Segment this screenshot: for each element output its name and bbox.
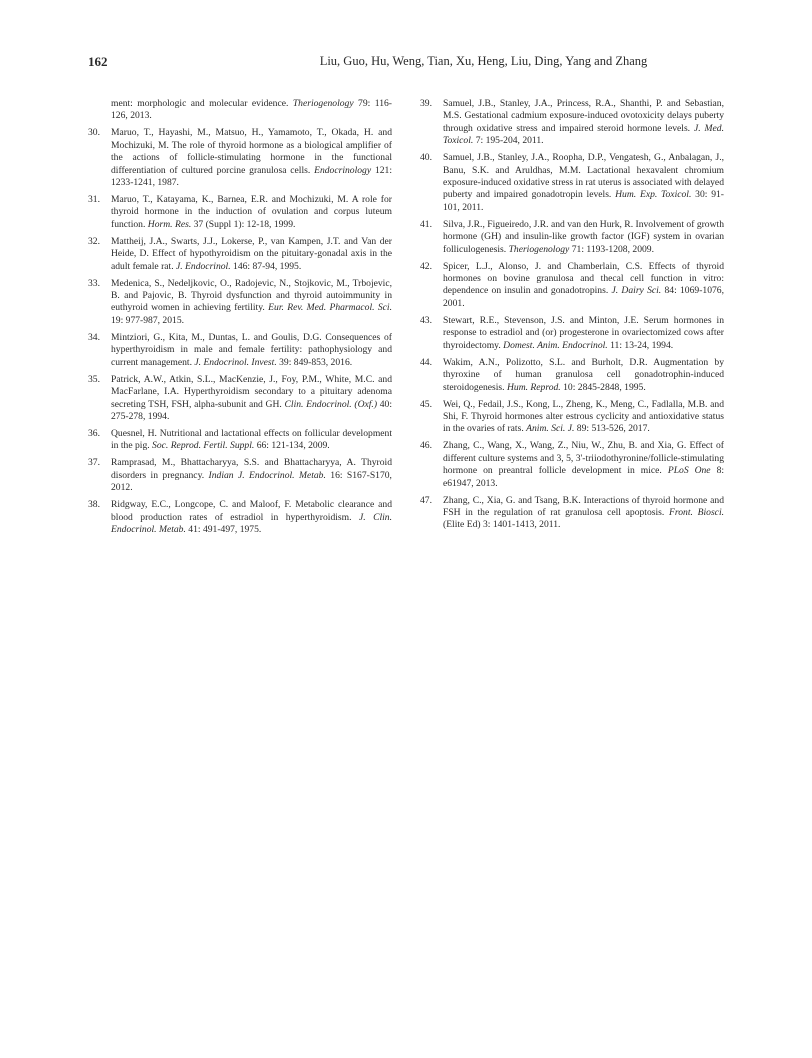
- reference-text: Silva, J.R., Figueiredo, J.R. and van den Hurk, R. Involvement of growth hormone (GH) and insulin-like growth factor (IGF) system in ovarian folliculogenesis.: [443, 218, 724, 255]
- reference-volume-pages: 7: 195-204, 2011.: [475, 135, 544, 147]
- reference-text: Patrick, A.W., Atkin, S.L., MacKenzie, J., Foy, P.M., White, M.C. and MacFarlane, I.A. Hyperthyroidism secondary to a pituitary adenoma secreting TSH, FSH, alpha-subunit and GH.: [111, 373, 392, 410]
- reference-volume-pages: 39: 849-853, 2016.: [279, 356, 353, 368]
- reference-volume-pages: 8: e61947, 2013.: [443, 465, 725, 489]
- reference-entry: [420, 357, 724, 394]
- reference-volume-pages: (Elite Ed) 3: 1401-1413, 2011.: [443, 519, 561, 531]
- reference-entry: [420, 399, 724, 436]
- reference-number: 45.: [420, 398, 432, 410]
- journal-title: Eur. Rev. Med. Pharmacol. Sci.: [268, 302, 392, 314]
- running-head: Liu, Guo, Hu, Weng, Tian, Xu, Heng, Liu, Ding, Yang and Zhang: [319, 54, 648, 68]
- reference-entry: [420, 219, 724, 256]
- reference-number: 44.: [420, 356, 432, 368]
- reference-entry: [88, 194, 392, 231]
- reference-number: 32.: [88, 235, 100, 247]
- reference-volume-pages: 89: 513-526, 2017.: [576, 423, 650, 435]
- reference-text: Medenica, S., Nedeljkovic, O., Radojevic, N., Stojkovic, M., Trbojevic, B. and Pajovic, B. Thyroid dysfunction and thyroid autoimmunity in euthyroid women in achieving fertility.: [111, 277, 392, 314]
- journal-title: Domest. Anim. Endocrinol.: [503, 339, 608, 351]
- reference-entry: [420, 495, 724, 532]
- reference-text: Stewart, R.E., Stevenson, J.S. and Minton, J.E. Serum hormones in response to estradiol and (or) progesterone in ovariectomized cows after thyroidectomy.: [443, 314, 724, 351]
- reference-volume-pages: 37 (Suppl 1): 12-18, 1999.: [193, 218, 296, 230]
- reference-text: Mattheij, J.A., Swarts, J.J., Lokerse, P., van Kampen, J.T. and Van der Heide, D. Effect of hypothyroidism on the pituitary-gonadal axis in the adult female rat.: [111, 235, 392, 272]
- reference-number: 30.: [88, 127, 100, 139]
- reference-text: Samuel, J.B., Stanley, J.A., Princess, R.A., Shanthi, P. and Sebastian, M.S. Gestational cadmium exposure-induced ovotoxicity delays puberty through oxidative stress and impaired steroid hormone levels.: [443, 98, 724, 134]
- reference-volume-pages: 84: 1069-1076, 2001.: [443, 285, 724, 309]
- reference-text: Maruo, T., Hayashi, M., Matsuo, H., Yamamoto, T., Okada, H. and Mochizuki, M. The role of thyroid hormone as a biological amplifier of the actions of follicle-stimulating hormone in the functional differentiation of cultured porcine granulosa cells.: [111, 127, 392, 176]
- reference-entry: [420, 261, 724, 311]
- reference-entry: [88, 374, 392, 424]
- reference-number: 47.: [420, 494, 432, 506]
- reference-entry: [88, 499, 392, 536]
- journal-title: Hum. Exp. Toxicol.: [615, 189, 692, 201]
- journal-title: Anim. Sci. J.: [526, 423, 575, 435]
- journal-title: Clin. Endocrinol. (Oxf.): [284, 398, 378, 410]
- reference-text: Wakim, A.N., Polizotto, S.L. and Burholt, D.R. Augmentation by thyroxine of human granulosa cell gonadotrophin-induced steroidogenesis.: [443, 356, 724, 393]
- references-right-column: [420, 98, 724, 536]
- journal-title: J. Clin. Endocrinol. Metab.: [111, 511, 392, 535]
- reference-entry: [88, 278, 392, 328]
- reference-number: 42.: [420, 260, 432, 272]
- reference-number: 46.: [420, 440, 432, 452]
- reference-entry: [420, 315, 724, 352]
- journal-title: Theriogenology: [508, 243, 570, 255]
- journal-title: PLoS One: [667, 465, 711, 477]
- reference-volume-pages: 30: 91-101, 2011.: [443, 189, 724, 213]
- journal-title: J. Endocrinol. Invest.: [194, 356, 277, 368]
- reference-volume-pages: 79: 116-126, 2013.: [111, 98, 392, 122]
- reference-number: 36.: [88, 427, 100, 439]
- reference-number: 35.: [88, 373, 100, 385]
- reference-volume-pages: 66: 121-134, 2009.: [256, 440, 330, 452]
- reference-text: Quesnel, H. Nutritional and lactational effects on follicular development in the pig.: [111, 427, 392, 452]
- reference-volume-pages: 19: 977-987, 2015.: [111, 314, 185, 326]
- reference-number: 39.: [420, 98, 432, 109]
- reference-entry: [88, 332, 392, 369]
- references-left-column: [88, 98, 392, 541]
- reference-number: 40.: [420, 152, 432, 164]
- reference-number: 37.: [88, 457, 100, 469]
- reference-volume-pages: 71: 1193-1208, 2009.: [571, 243, 654, 255]
- reference-entry: [88, 98, 392, 123]
- reference-text: Spicer, L.J., Alonso, J. and Chamberlain, C.S. Effects of thyroid hormones on bovine granulosa and thecal cell function in vitro: dependence on insulin and gonadotropins.: [443, 260, 724, 297]
- journal-title: Indian J. Endocrinol. Metab.: [208, 469, 326, 481]
- reference-number: 34.: [88, 331, 100, 343]
- reference-text: Maruo, T., Katayama, K., Barnea, E.R. and Mochizuki, M. A role for thyroid hormone in the induction of ovulation and corpus luteum function.: [111, 194, 392, 230]
- reference-entry: [88, 428, 392, 453]
- reference-volume-pages: 41: 491-497, 1975.: [188, 523, 262, 535]
- reference-volume-pages: 16: S167-S170, 2012.: [111, 469, 392, 494]
- reference-entry: [420, 440, 724, 490]
- reference-text: ment: morphologic and molecular evidence.: [111, 98, 289, 109]
- reference-volume-pages: 10: 2845-2848, 1995.: [563, 381, 646, 393]
- reference-text: Ridgway, E.C., Longcope, C. and Maloof, F. Metabolic clearance and blood production rates of estradiol in hyperthyroidism.: [111, 499, 392, 523]
- reference-number: 31.: [88, 194, 100, 206]
- reference-number: 41.: [420, 218, 432, 230]
- page-number: 162: [88, 54, 108, 69]
- reference-entry: [88, 127, 392, 189]
- journal-title: Soc. Reprod. Fertil. Suppl.: [152, 440, 255, 452]
- reference-text: Zhang, C., Wang, X., Wang, Z., Niu, W., Zhu, B. and Xia, G. Effect of different culture systems and 3, 5, 3'-triiodothyronine/follicle-stimulating hormone on preantral follicle development in mice.: [443, 440, 724, 477]
- reference-number: 43.: [420, 314, 432, 326]
- journal-title: Theriogenology: [292, 98, 354, 109]
- journal-title: Hum. Reprod.: [506, 381, 561, 393]
- reference-number: 38.: [88, 499, 100, 511]
- journal-title: J. Endocrinol.: [176, 260, 231, 272]
- reference-number: 33.: [88, 277, 100, 289]
- reference-entry: [420, 98, 724, 148]
- reference-entry: [420, 152, 724, 214]
- journal-title: Horm. Res.: [147, 218, 192, 230]
- reference-text: Zhang, C., Xia, G. and Tsang, B.K. Interactions of thyroid hormone and FSH in the regulation of rat granulosa cell apoptosis.: [443, 494, 724, 518]
- reference-volume-pages: 11: 13-24, 1994.: [610, 339, 674, 351]
- journal-title: Endocrinology: [314, 164, 372, 176]
- reference-entry: [88, 457, 392, 494]
- reference-text: Wei, Q., Fedail, J.S., Kong, L., Zheng, K., Meng, C., Fadlalla, M.B. and Shi, F. Thyroid hormones alter estrous cyclicity and antioxidative status in the ovaries of rats.: [443, 398, 724, 435]
- reference-volume-pages: 40: 275-278, 1994.: [111, 398, 392, 422]
- reference-text: Mintziori, G., Kita, M., Duntas, L. and Goulis, D.G. Consequences of hyperthyroidism in male and female fertility: pathophysiology and current management.: [111, 331, 392, 368]
- reference-entry: [88, 236, 392, 273]
- reference-text: Ramprasad, M., Bhattacharyya, S.S. and Bhattacharyya, A. Thyroid disorders in pregnancy.: [111, 457, 392, 481]
- journal-title: J. Dairy Sci.: [611, 285, 662, 297]
- journal-title: J. Med. Toxicol.: [443, 122, 724, 147]
- reference-text: Samuel, J.B., Stanley, J.A., Roopha, D.P., Vengatesh, G., Anbalagan, J., Banu, S.K. and Aruldhas, M.M. Lactational hexavalent chromium exposure-induced oxidative stress in rat uterus is associated with delayed puberty and impaired gonadotropin levels.: [443, 152, 724, 201]
- reference-volume-pages: 121: 1233-1241, 1987.: [111, 164, 392, 189]
- journal-title: Front. Biosci.: [669, 506, 725, 518]
- reference-volume-pages: 146: 87-94, 1995.: [233, 260, 302, 272]
